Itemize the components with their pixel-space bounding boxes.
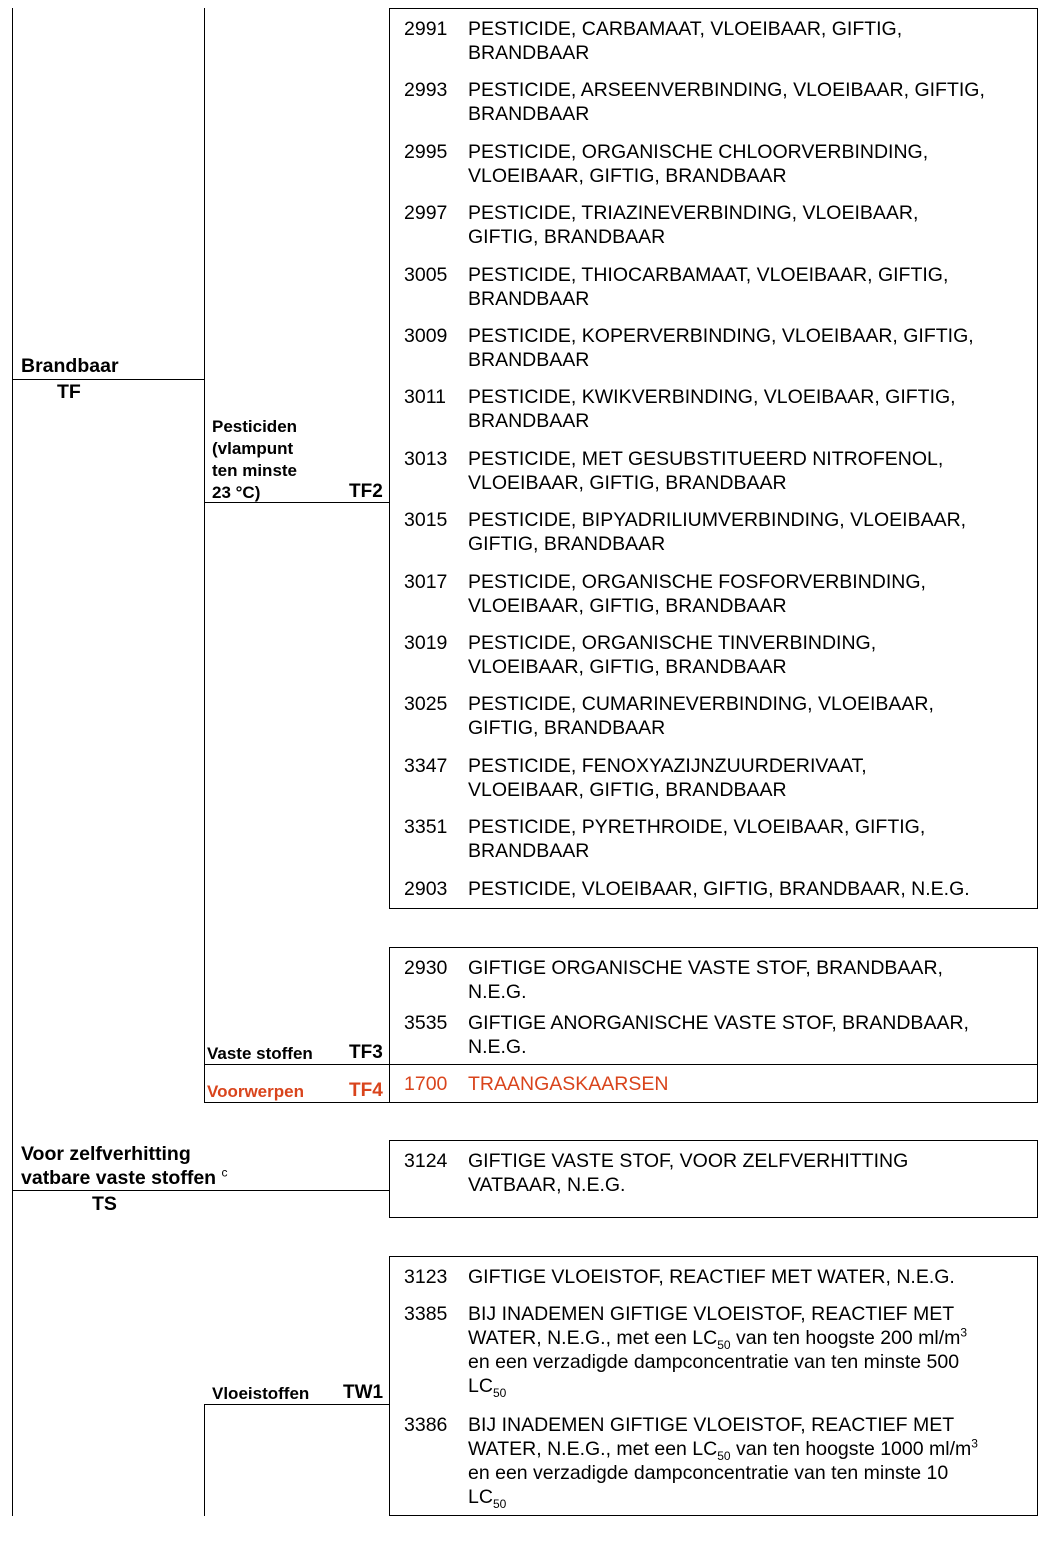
un-number: 2993 <box>404 79 448 101</box>
un-number: 3009 <box>404 325 448 347</box>
entry-line-1: PESTICIDE, TRIAZINEVERBINDING, VLOEIBAAR, <box>468 202 919 224</box>
entry-text <box>468 201 1038 249</box>
entry-line-2: BRANDBAAR <box>468 349 590 371</box>
footnote-marker: c <box>221 1165 228 1180</box>
entry-text <box>468 1011 1038 1059</box>
un-number: 3017 <box>404 571 448 593</box>
entry-line-2: BRANDBAAR <box>468 840 590 862</box>
entry-line-1: GIFTIGE VASTE STOF, VOOR ZELFVERHITTING <box>468 1150 909 1172</box>
entry-line-1: BIJ INADEMEN GIFTIGE VLOEISTOF, REACTIEF MET <box>468 1414 955 1436</box>
category-zelfverhitting-label-1: Voor zelfverhitting <box>21 1143 191 1165</box>
category-zelfverhitting-text: vatbare vaste stoffen <box>21 1167 217 1189</box>
un-number: 1700 <box>404 1073 448 1095</box>
tf-branch-line <box>204 8 205 1102</box>
un-number: 3535 <box>404 1012 448 1034</box>
entry-line-2b: van ten hoogste 1000 ml/m <box>730 1438 972 1460</box>
entry-text: GIFTIGE VLOEISTOF, REACTIEF MET WATER, N.E.G. <box>468 1266 955 1288</box>
subgroup-tf2-label-2: (vlampunt <box>212 439 294 458</box>
entry-line-2: VLOEIBAAR, GIFTIG, BRANDBAAR <box>468 595 787 617</box>
entry-line-2: VLOEIBAAR, GIFTIG, BRANDBAAR <box>468 472 787 494</box>
entry-line-1: PESTICIDE, FENOXYAZIJNZUURDERIVAAT, <box>468 755 867 777</box>
entry-line-2: BRANDBAAR <box>468 103 590 125</box>
entry-text <box>468 815 1038 863</box>
entry-text <box>468 508 1038 556</box>
un-number: 2991 <box>404 18 448 40</box>
subgroup-tf2-label-3: ten minste <box>212 461 298 480</box>
entry-text <box>468 1302 1038 1398</box>
entry-line-1: PESTICIDE, VLOEIBAAR, GIFTIG, BRANDBAAR, N.E.G. <box>468 878 970 900</box>
un-number: 3011 <box>404 386 446 408</box>
category-brandbaar-code: TF <box>57 381 81 403</box>
entry-text <box>468 1149 1038 1197</box>
entry-line-4 <box>468 1375 507 1400</box>
un-number: 2995 <box>404 141 448 163</box>
entry-text <box>468 263 1038 311</box>
entry-line-2b: van ten hoogste 200 ml/m <box>730 1327 961 1349</box>
entry-text <box>468 17 1038 65</box>
entry-line-2: BRANDBAAR <box>468 42 590 64</box>
entry-line-1: PESTICIDE, CARBAMAAT, VLOEIBAAR, GIFTIG, <box>468 18 903 40</box>
un-number: 3005 <box>404 264 448 286</box>
entry-line-2: BRANDBAAR <box>468 288 590 310</box>
un-number: 3385 <box>404 1303 448 1325</box>
subscript: 50 <box>717 1448 731 1463</box>
entry-text <box>468 631 1038 679</box>
subscript: 50 <box>492 1496 507 1511</box>
entry-line-2: VLOEIBAAR, GIFTIG, BRANDBAAR <box>468 656 787 678</box>
entry-line-3: en een verzadigde dampconcentratie van ten minste 10 <box>468 1462 949 1484</box>
entry-text <box>468 385 1038 433</box>
entry-line-4a: LC <box>468 1486 493 1508</box>
ts-connector <box>12 1190 389 1191</box>
entry-text <box>468 78 1038 126</box>
entry-line-1: PESTICIDE, ORGANISCHE FOSFORVERBINDING, <box>468 571 926 593</box>
un-number: 2903 <box>404 878 448 900</box>
entry-line-1: PESTICIDE, CUMARINEVERBINDING, VLOEIBAAR, <box>468 693 934 715</box>
entry-line-4a: LC <box>468 1375 493 1397</box>
un-number: 3347 <box>404 755 448 777</box>
superscript: 3 <box>971 1436 978 1451</box>
entry-line-2 <box>468 1325 968 1352</box>
subgroup-tf4-code: TF4 <box>349 1080 383 1101</box>
entry-text <box>468 692 1038 740</box>
entry-line-1: PESTICIDE, ORGANISCHE CHLOORVERBINDING, <box>468 141 929 163</box>
entry-line-1: PESTICIDE, BIPYADRILIUMVERBINDING, VLOEIBAAR, <box>468 509 967 531</box>
entry-line-2: BRANDBAAR <box>468 410 590 432</box>
category-brandbaar-label: Brandbaar <box>21 355 119 377</box>
category-zelfverhitting-code: TS <box>92 1193 117 1215</box>
entry-line-1: PESTICIDE, PYRETHROIDE, VLOEIBAAR, GIFTIG, <box>468 816 926 838</box>
entry-line-1: PESTICIDE, KWIKVERBINDING, VLOEIBAAR, GIFTIG, <box>468 386 956 408</box>
entry-line-1: PESTICIDE, ARSEENVERBINDING, VLOEIBAAR, GIFTIG, <box>468 79 985 101</box>
subgroup-tf3-label: Vaste stoffen <box>207 1044 313 1063</box>
entry-line-2: N.E.G. <box>468 1036 527 1058</box>
entry-line-1: PESTICIDE, MET GESUBSTITUEERD NITROFENOL, <box>468 448 944 470</box>
entry-text <box>468 877 1038 901</box>
tf-connector <box>12 379 204 380</box>
un-number: 3386 <box>404 1414 448 1436</box>
subgroup-tw1-label: Vloeistoffen <box>212 1384 310 1403</box>
entry-line-2: VATBAAR, N.E.G. <box>468 1174 626 1196</box>
entry-line-2a: WATER, N.E.G., met een LC <box>468 1327 718 1349</box>
entry-text <box>468 570 1038 618</box>
superscript: 3 <box>960 1325 968 1340</box>
un-number: 3013 <box>404 448 448 470</box>
subgroup-tf2-label-4: 23 °C) <box>212 483 261 502</box>
entry-line-2: GIFTIG, BRANDBAAR <box>468 226 666 248</box>
entry-line-1: PESTICIDE, THIOCARBAMAAT, VLOEIBAAR, GIFTIG, <box>468 264 949 286</box>
tf3-tf4-divider <box>389 1064 1038 1065</box>
entry-line-1: GIFTIGE ANORGANISCHE VASTE STOF, BRANDBAAR, <box>468 1012 969 1034</box>
un-number: 3025 <box>404 693 448 715</box>
entry-line-1: BIJ INADEMEN GIFTIGE VLOEISTOF, REACTIEF MET <box>468 1303 955 1325</box>
entry-line-2: N.E.G. <box>468 981 527 1003</box>
un-number: 3015 <box>404 509 448 531</box>
entry-text <box>468 956 1038 1004</box>
entry-line-2: GIFTIG, BRANDBAAR <box>468 533 666 555</box>
subgroup-tf3-code: TF3 <box>349 1042 383 1063</box>
entry-line-2: GIFTIG, BRANDBAAR <box>468 717 666 739</box>
subgroup-tw1-code: TW1 <box>343 1382 384 1403</box>
un-number: 2930 <box>404 957 448 979</box>
entry-line-4 <box>468 1486 507 1511</box>
entry-line-2: VLOEIBAAR, GIFTIG, BRANDBAAR <box>468 779 787 801</box>
entry-text <box>468 447 1038 495</box>
entry-line-3: en een verzadigde dampconcentratie van ten minste 500 <box>468 1351 960 1373</box>
entry-text: TRAANGASKAARSEN <box>468 1073 669 1095</box>
un-number: 3123 <box>404 1266 448 1288</box>
subgroup-tf2-code: TF2 <box>349 481 383 502</box>
un-number: 3351 <box>404 816 448 838</box>
un-number: 3019 <box>404 632 448 654</box>
main-tree-line <box>12 8 13 1516</box>
subgroup-tf4-label: Voorwerpen <box>207 1082 304 1101</box>
entry-line-1: PESTICIDE, ORGANISCHE TINVERBINDING, <box>468 632 877 654</box>
entry-line-1: PESTICIDE, KOPERVERBINDING, VLOEIBAAR, GIFTIG, <box>468 325 974 347</box>
entry-text <box>468 1413 1038 1509</box>
entry-line-2 <box>468 1436 978 1463</box>
entry-text <box>468 324 1038 372</box>
un-number: 3124 <box>404 1150 448 1172</box>
entry-text <box>468 140 1038 188</box>
entry-line-2: VLOEIBAAR, GIFTIG, BRANDBAAR <box>468 165 787 187</box>
entry-line-2a: WATER, N.E.G., met een LC <box>468 1438 718 1460</box>
entry-text <box>468 754 1038 802</box>
subscript: 50 <box>492 1385 507 1400</box>
subgroup-tf2-label-1: Pesticiden <box>212 417 298 436</box>
category-zelfverhitting-label-2 <box>21 1166 228 1190</box>
tw-branch-line <box>204 1404 205 1516</box>
un-number: 2997 <box>404 202 448 224</box>
subscript: 50 <box>717 1337 731 1352</box>
entry-line-1: GIFTIGE ORGANISCHE VASTE STOF, BRANDBAAR, <box>468 957 943 979</box>
